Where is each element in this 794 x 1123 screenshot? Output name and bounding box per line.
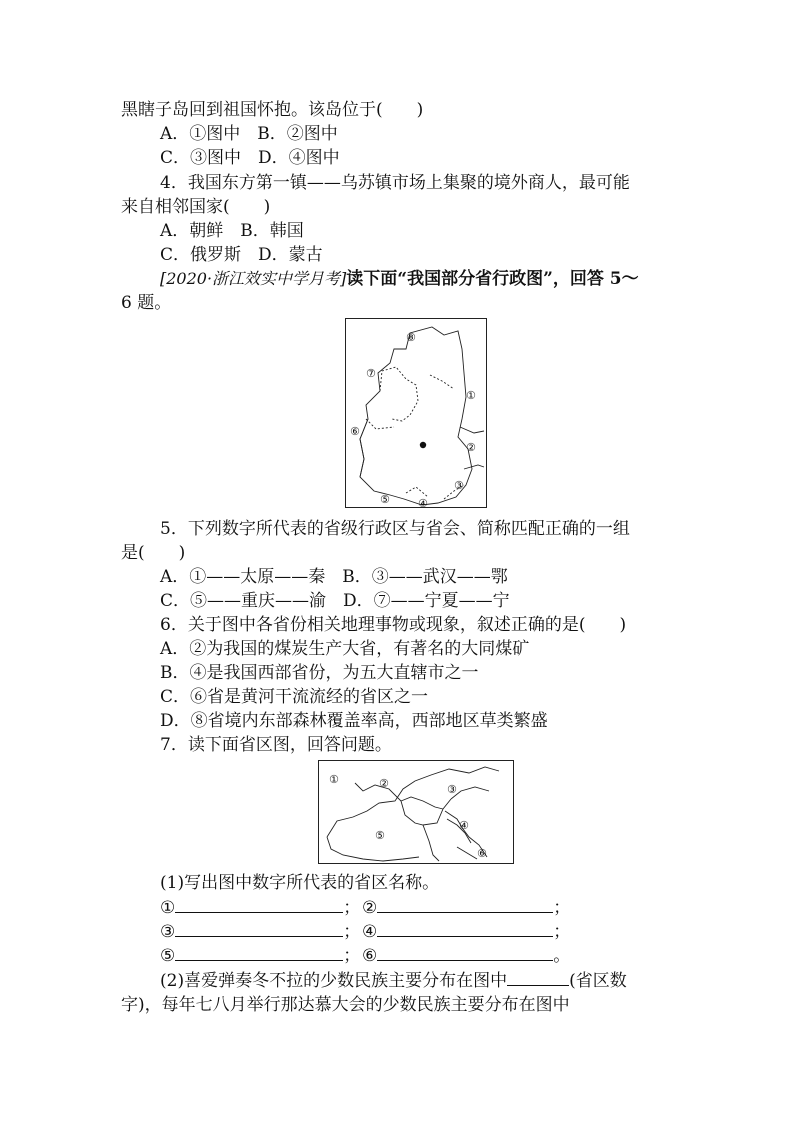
province-map-2 <box>318 760 514 864</box>
answer-blank-7[interactable] <box>507 968 569 986</box>
semicolon: ； <box>343 946 361 966</box>
answer-blank-6[interactable] <box>377 943 553 961</box>
question-7: 7．读下面省区图，回答问题。 <box>160 735 392 755</box>
map1-label-3: ③ <box>454 479 464 492</box>
label-4: ④ <box>362 922 378 942</box>
part-2-text: (2)喜爱弹奏冬不拉的少数民族主要分布在图中 <box>160 971 508 991</box>
fill-line <box>362 895 570 920</box>
option-line: C．③图中 D．④图中 <box>160 148 340 168</box>
text-line: 6 题。 <box>121 293 172 313</box>
option-line: D．⑧省境内东部森林覆盖率高，西部地区草类繁盛 <box>160 711 548 731</box>
province-map-1-drawing <box>346 319 486 507</box>
label-6: ⑥ <box>362 946 378 966</box>
answer-blank-4[interactable] <box>377 919 553 937</box>
answer-blank-1[interactable] <box>175 895 343 913</box>
map1-label-8: ⑧ <box>406 331 416 344</box>
capital-dot <box>420 442 426 448</box>
map1-label-1: ① <box>466 389 476 402</box>
map1-label-6: ⑥ <box>350 425 360 438</box>
semicolon: ； <box>343 922 361 942</box>
instruction: 读下面“我国部分省行政图”，回答 5～ <box>346 269 639 289</box>
source-tag: [2020·浙江效实中学月考] <box>160 269 347 288</box>
question-7-part-2 <box>160 968 627 993</box>
option-line: A．①——太原——秦 B．③——武汉——鄂 <box>160 567 508 587</box>
question-6: 6．关于图中各省份相关地理事物或现象，叙述正确的是( ) <box>160 615 627 635</box>
fill-line <box>160 919 360 944</box>
option-line: C．⑤——重庆——渝 D．⑦——宁夏——宁 <box>160 591 510 611</box>
question-5: 5．下列数字所代表的省级行政区与省会、简称匹配正确的一组 <box>160 519 630 539</box>
question-4: 4．我国东方第一镇——乌苏镇市场上集聚的境外商人，最可能 <box>160 173 630 193</box>
question-7-part-1: (1)写出图中数字所代表的省区名称。 <box>160 873 440 893</box>
fill-line <box>160 943 360 968</box>
fill-line <box>160 895 360 920</box>
semicolon: ； <box>553 922 571 942</box>
semicolon: ； <box>343 898 361 918</box>
option-line: A．②为我国的煤炭生产大省，有著名的大同煤矿 <box>160 639 530 659</box>
source-line <box>160 267 639 291</box>
map1-label-7: ⑦ <box>366 367 376 380</box>
period: 。 <box>553 946 571 966</box>
map2-label-5: ⑤ <box>375 829 385 842</box>
province-map-2-drawing <box>319 761 513 863</box>
label-1: ① <box>160 898 176 918</box>
map2-label-4: ④ <box>459 819 469 832</box>
map1-label-2: ② <box>466 441 476 454</box>
fill-line <box>362 943 570 968</box>
text-line: 来自相邻国家( ) <box>121 197 271 217</box>
answer-blank-5[interactable] <box>175 943 343 961</box>
map2-label-2: ② <box>379 777 389 790</box>
option-line: C．俄罗斯 D．蒙古 <box>160 245 323 265</box>
part-2-suffix: (省区数 <box>569 971 627 991</box>
semicolon: ； <box>553 898 571 918</box>
map2-label-1: ① <box>329 773 339 786</box>
answer-blank-3[interactable] <box>175 919 343 937</box>
map1-label-4: ④ <box>418 497 428 507</box>
label-5: ⑤ <box>160 946 176 966</box>
option-line: A．朝鲜 B．韩国 <box>160 221 304 241</box>
map1-label-5: ⑤ <box>380 493 390 506</box>
fill-line <box>362 919 570 944</box>
answer-blank-2[interactable] <box>377 895 553 913</box>
text-line: 是( ) <box>121 543 186 563</box>
map2-label-6: ⑥ <box>477 847 487 860</box>
text-line: 字)，每年七八月举行那达慕大会的少数民族主要分布在图中 <box>121 995 570 1015</box>
map2-label-3: ③ <box>447 783 457 796</box>
option-line: B．④是我国西部省份，为五大直辖市之一 <box>160 663 479 683</box>
province-map-1 <box>345 318 487 508</box>
option-line: A．①图中 B．②图中 <box>160 124 338 144</box>
label-3: ③ <box>160 922 176 942</box>
text-line: 黑瞎子岛回到祖国怀抱。该岛位于( ) <box>121 100 424 120</box>
option-line: C．⑥省是黄河干流流经的省区之一 <box>160 687 429 707</box>
label-2: ② <box>362 898 378 918</box>
